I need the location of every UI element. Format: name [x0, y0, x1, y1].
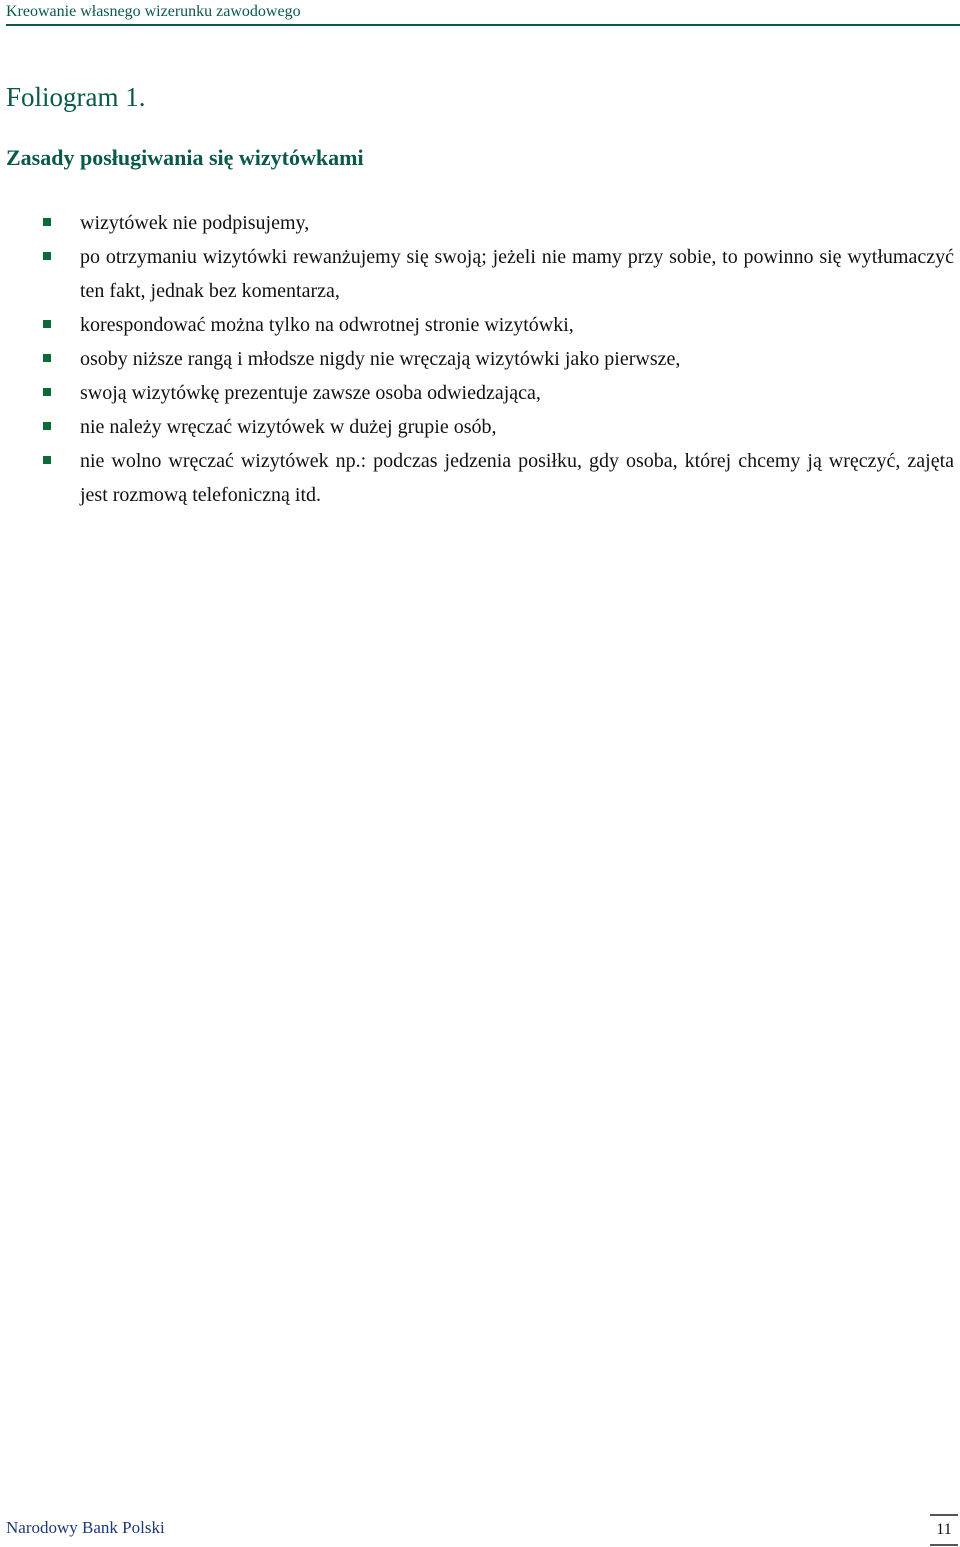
- square-bullet-icon: [43, 320, 51, 328]
- list-item: [0, 376, 960, 410]
- square-bullet-icon: [43, 354, 51, 362]
- page-number-box: [930, 1514, 958, 1546]
- square-bullet-icon: [43, 218, 51, 226]
- page-number: 11: [936, 1521, 952, 1538]
- foliogram-title: Foliogram 1.: [6, 82, 146, 112]
- list-item: [0, 444, 960, 512]
- list-item: [0, 240, 960, 308]
- header-title: Kreowanie własnego wizerunku zawodowego: [6, 3, 301, 20]
- square-bullet-icon: [43, 422, 51, 430]
- list-item: [0, 342, 960, 376]
- list-item: [0, 206, 960, 240]
- list-item-text: wizytówek nie podpisujemy,: [80, 212, 310, 234]
- section-subtitle: Zasady posługiwania się wizytówkami: [6, 145, 364, 170]
- rules-list: [0, 206, 960, 512]
- square-bullet-icon: [43, 252, 51, 260]
- list-item: [0, 308, 960, 342]
- list-item-text: nie należy wręczać wizytówek w dużej grupie osób,: [80, 416, 497, 438]
- list-item: [0, 410, 960, 444]
- footer-publisher: Narodowy Bank Polski: [6, 1518, 165, 1537]
- list-item-text: osoby niższe rangą i młodsze nigdy nie wręczają wizytówki jako pierwsze,: [80, 348, 681, 370]
- list-item-text: po otrzymaniu wizytówki rewanżujemy się swoją; jeżeli nie mamy przy sobie, to powinno się wytłumaczyć ten fakt, jednak bez komentarza,: [80, 246, 954, 302]
- square-bullet-icon: [43, 388, 51, 396]
- square-bullet-icon: [43, 456, 51, 464]
- running-header: [6, 2, 960, 26]
- list-item-text: swoją wizytówkę prezentuje zawsze osoba odwiedzająca,: [80, 382, 541, 404]
- list-item-text: korespondować można tylko na odwrotnej stronie wizytówki,: [80, 314, 574, 336]
- list-item-text: nie wolno wręczać wizytówek np.: podczas jedzenia posiłku, gdy osoba, której chcemy ją wręczyć, zajęta jest rozmową telefoniczną itd.: [80, 450, 954, 506]
